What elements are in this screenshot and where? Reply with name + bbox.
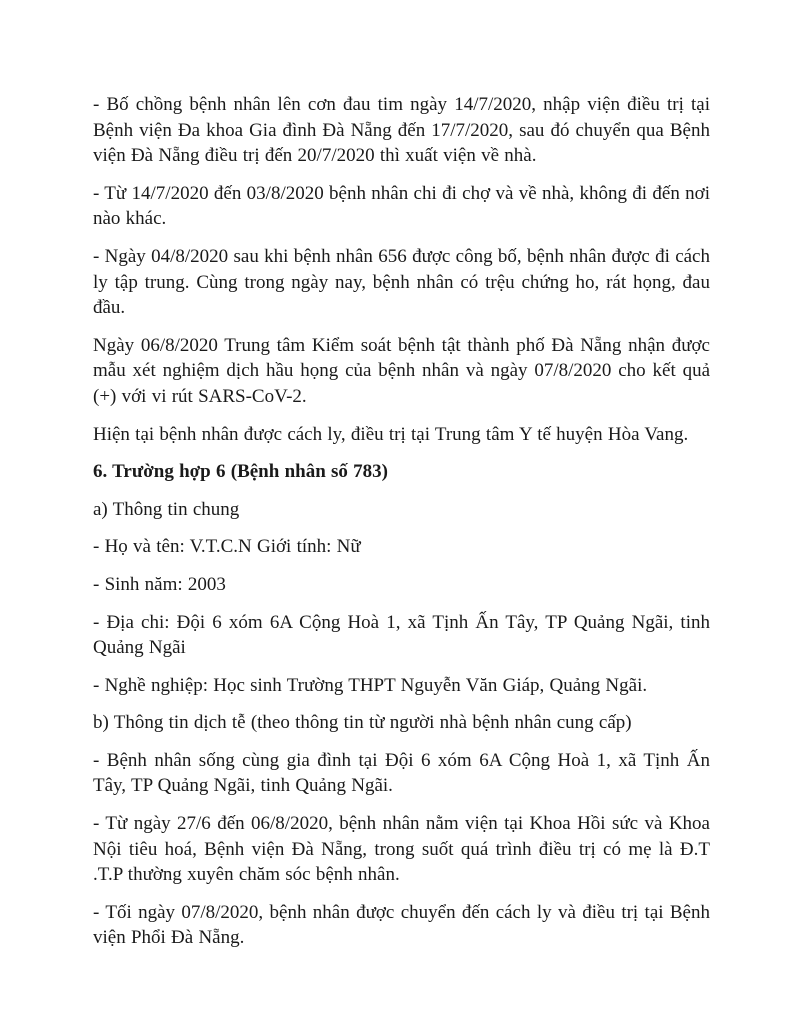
para-section-b-epidemiology-info: b) Thông tin dịch tễ (theo thông tin từ người nhà bệnh nhân cung cấp) xyxy=(93,712,632,734)
para-father-in-law-heart-attack: - Bố chồng bệnh nhân lên cơn đau tim ngày 14/7/2020, nhập viện điều trị tại Bệnh viện Đa khoa Gia đình Đà Nẵng đến 17/7/2020, sau đó chuyển qua Bệnh viện Đà Nẵng điều trị đến 20/7/2020 thì xuất viện về nhà. xyxy=(93,94,710,167)
para-name-and-gender: - Họ và tên: V.T.C.N Giới tính: Nữ xyxy=(93,536,361,558)
heading-case-6-patient-783: 6. Trường hợp 6 (Bệnh nhân số 783) xyxy=(93,461,388,483)
para-section-a-general-info: a) Thông tin chung xyxy=(93,498,240,520)
para-quarantine-and-symptoms: - Ngày 04/8/2020 sau khi bệnh nhân 656 được công bố, bệnh nhân được đi cách ly tập trung. Cùng trong ngày nay, bệnh nhân có trệu chứng ho, rát họng, đau đầu. xyxy=(93,245,710,319)
para-transfer-to-lung-hospital: - Tối ngày 07/8/2020, bệnh nhân được chuyển đến cách ly và điều trị tại Bệnh viện Phổi Đà Nẵng. xyxy=(93,901,710,949)
para-current-isolation-treatment: Hiện tại bệnh nhân được cách ly, điều trị tại Trung tâm Y tế huyện Hòa Vang. xyxy=(93,423,689,445)
para-only-market-and-home: - Từ 14/7/2020 đến 03/8/2020 bệnh nhân chi đi chợ và về nhà, không đi đến nơi nào khác. xyxy=(93,182,710,230)
para-birth-year: - Sinh năm: 2003 xyxy=(93,573,226,595)
para-hospital-stay-with-mother: - Từ ngày 27/6 đến 06/8/2020, bệnh nhân nằm viện tại Khoa Hồi sức và Khoa Nội tiêu hoá, Bệnh viện Đà Nẵng, trong suốt quá trình điều trị có mẹ là Đ.T .T.P thường xuyên chăm sóc bệnh nhân. xyxy=(93,813,710,886)
para-lives-with-family: - Bệnh nhân sống cùng gia đình tại Đội 6 xóm 6A Cộng Hoà 1, xã Tịnh Ấn Tây, TP Quảng Ngãi, tinh Quảng Ngãi. xyxy=(93,749,710,797)
para-address: - Địa chi: Đội 6 xóm 6A Cộng Hoà 1, xã Tịnh Ấn Tây, TP Quảng Ngãi, tinh Quảng Ngãi xyxy=(93,611,710,659)
para-occupation: - Nghề nghiệp: Học sinh Trường THPT Nguyễn Văn Giáp, Quảng Ngãi. xyxy=(93,674,648,696)
para-cdc-sample-positive-result: Ngày 06/8/2020 Trung tâm Kiểm soát bệnh tật thành phố Đà Nẵng nhận được mẫu xét nghiệm dịch hầu họng của bệnh nhân và ngày 07/8/2020 cho kết quả (+) với vi rút SARS-CoV-2. xyxy=(93,334,710,407)
